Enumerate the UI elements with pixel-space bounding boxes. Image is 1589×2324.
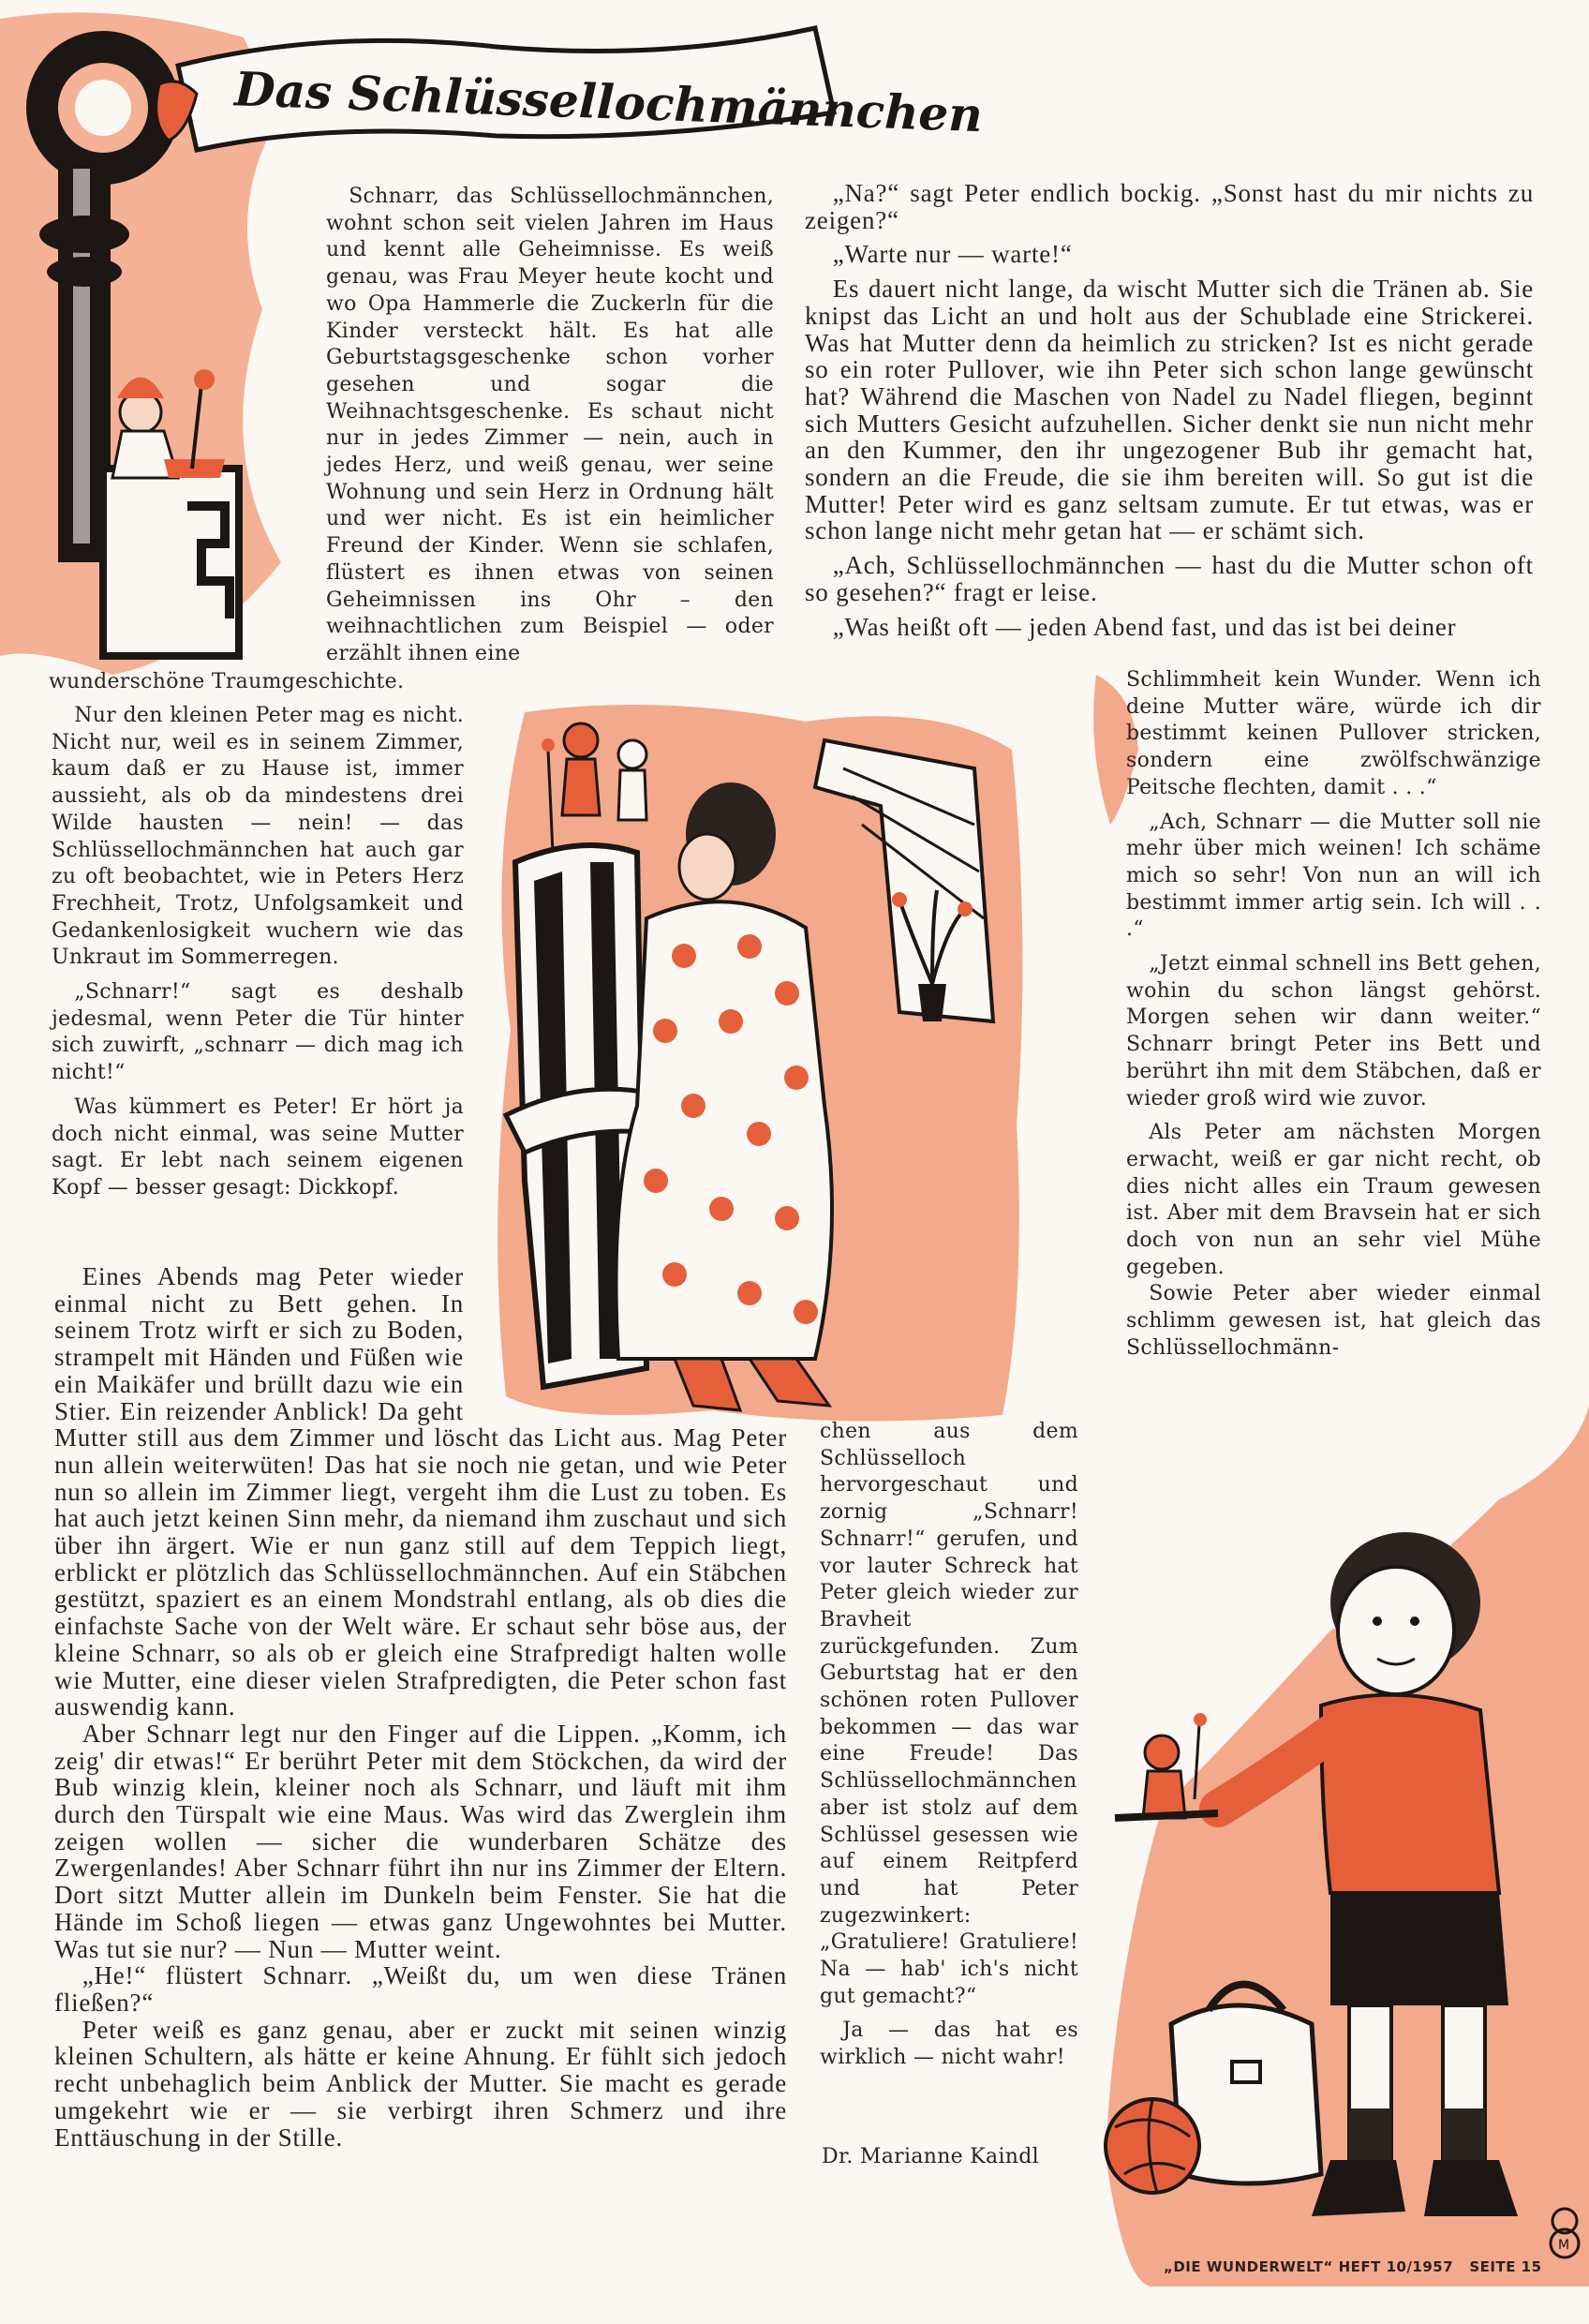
- middle-top-column: [805, 180, 1534, 640]
- window: [815, 740, 993, 1021]
- schnarr-and-peter-small: [542, 723, 646, 853]
- paragraph: Es dauert nicht lange, da wischt Mutter sich die Tränen ab. Sie knipst das Licht an und holt aus der Schublade eine Strickerei. Was hat Mutter denn da heimlich zu stricken? Ist es nicht gerade so ein roter Pullover, wie ihn Peter sich schon lange gewünscht hat? Während die Maschen von Nadel zu Nadel fliegen, beginnt sich Mutters Gesicht aufzuhellen. Sicher denkt sie nun nicht mehr an den Kummer, den ihr ungezogener Bub ihr gemacht hat, sondern an die Freude, die sie ihm bereiten will. So gut ist die Mutter! Peter wird es ganz seltsam zumute. Er tut etwas, was er schon lange nicht mehr getan hat — er schämt sich.: [805, 275, 1534, 545]
- lower-middle-column: [820, 1419, 1078, 2072]
- title: Das Schlüssellochmännchen: [233, 61, 984, 143]
- paragraph: Als Peter am nächsten Morgen erwacht, weiß er gar nicht recht, ob dies nicht alles ein Traum gewesen ist. Aber mit dem Bravsein hat er sich doch von nun an sehr viel Mühe gegeben.: [1126, 1121, 1541, 1279]
- page-footer: „DIE WUNDERWELT“ HEFT 10/1957 SEITE 15: [1164, 2258, 1542, 2275]
- paragraph: „He!“ flüstert Schnarr. „Weißt du, um wen diese Tränen fließen?“: [54, 1961, 787, 2017]
- paragraph: „Schnarr!“ sagt es deshalb jedesmal, wenn Peter die Tür hinter sich zuwirft, „schnarr — dich mag ich nicht!“: [52, 980, 464, 1085]
- paragraph: „Ach, Schnarr — die Mutter soll nie mehr über mich weinen! Ich schäme mich so sehr! Von nun an will ich bestimmt immer artig sein. Ich will . . .“: [1126, 810, 1541, 942]
- svg-text:M: M: [1558, 2238, 1570, 2253]
- right-column: [1126, 667, 1541, 1363]
- shoe-icon: [1424, 2160, 1518, 2216]
- paragraph: „Ach, Schlüssellochmännchen — hast du die Mutter schon oft so gesehen?“ fragt er leise.: [805, 551, 1534, 606]
- left-column: [52, 703, 464, 1202]
- paragraph: Was kümmert es Peter! Er hört ja doch nicht einmal, was seine Mutter sagt. Er lebt nach seinem eigenen Kopf — besser gesagt: Dickkopf.: [52, 1095, 464, 1199]
- paragraph: „Was heißt oft — jeden Abend fast, und das ist bei deiner: [832, 612, 1457, 641]
- boy-illustration: [1096, 1499, 1589, 2268]
- paragraph: „Na?“ sagt Peter endlich bockig. „Sonst hast du mir nichts zu zeigen?“: [805, 179, 1534, 234]
- ball-icon: [1106, 2099, 1199, 2193]
- paragraph: Schnarr, das Schlüssellochmännchen, wohnt schon seit vielen Jahren im Haus und kennt alle Geheimnisse. Es weiß genau, was Frau Meyer heute kocht und wo Opa Hammerle die Zuckerln für die Kinder versteckt hält. Es hat alle Geburtstagsgeschenke schon vorher gesehen und sogar die Weihnachtsgeschenke. Es schaut nicht nur in jedes Zimmer — nein, auch in jedes Herz, und weiß genau, wer seine Wohnung und sein Herz in Ordnung hält und wer nicht. Es ist ein heimlicher Freund der Kinder. Wenn sie schlafen, flüstert es ihnen etwas von seinen Geheimnissen ins Ohr – den weihnachtlichen zum Beispiel — oder erzählt ihnen eine: [326, 185, 774, 665]
- paragraph: Eines Abends mag Peter wieder einmal nicht zu Bett gehen. In seinem Trotz wirft er sich zu Boden, strampelt mit Händen und Füßen wie ein Maikäfer und brüllt dazu wie ein Stier. Ein reizender Anblick! Da geht Mutter still aus dem Zimmer und löscht das Licht aus. Mag Peter nun allein weiterwüten! Das hat sie noch nie getan, und wie Peter nun so allein im Zimmer liegt, vergeht ihm die Lust zu toben. Es hat auch jetzt keinen Sinn mehr, da niemand ihm zuschaut und sich über ihn ärgert. Wie er nun ganz still auf dem Teppich liegt, erblickt er plötzlich das Schlüssellochmännchen. Auf ein Stäbchen gestützt, spaziert es an einem Mondstrahl entlang, als ob dies die einfachste Sache von der Welt wäre. Er schaut sehr böse aus, der kleine Schnarr, so als ob er gleich eine Strafpredigt halten wolle wie Mutter, eine dieser vielen Strafpredigten, die Peter schon fast auswendig kann.: [54, 1262, 787, 1721]
- paragraph: Sowie Peter aber wieder einmal schlimm gewesen ist, hat gleich das Schlüssellochmänn-: [1126, 1282, 1541, 1360]
- paragraph: chen aus dem Schlüsselloch hervorgeschaut und zornig „Schnarr! Schnarr!“ gerufen, und vor lauter Schreck hat Peter gleich wieder zur Bravheit zurückgefunden. Zum Geburtstag hat er den schönen roten Pullover bekommen — das war eine Freude! Das Schlüssellochmännchen aber ist stolz auf dem Schlüssel gesessen wie auf einem Reitpferd und hat Peter zugezwinkert: „Gratuliere! Gratuliere! Na — hab' ich's nicht gut gemacht?“: [820, 1420, 1078, 2008]
- monogram-logo: [1551, 2209, 1579, 2257]
- author-signature: Dr. Marianne Kaindl: [822, 2145, 1039, 2168]
- shoe-icon: [1312, 2160, 1405, 2216]
- mother-figure: [616, 782, 833, 1410]
- intro-tail: [49, 669, 461, 696]
- paragraph: Peter weiß es ganz genau, aber er zuckt mit seinen winzig kleinen Schultern, als hätte er keine Ahnung. Er fühlt sich jedoch recht unbehaglich beim Anblick der Mutter. Sie macht es gerade umgekehrt wie er — sie verbirgt ihren Schmerz und ihre Enttäuschung in der Stille.: [54, 2015, 787, 2152]
- gnome-on-key-icon: [112, 369, 225, 478]
- intro-column: [326, 184, 774, 668]
- paragraph-tail: wunderschöne Traumgeschichte.: [49, 670, 405, 693]
- mother-illustration: [506, 712, 1031, 1424]
- paragraph: Ja — das hat es wirklich — nicht wahr!: [820, 2019, 1078, 2070]
- paragraph: Aber Schnarr legt nur den Finger auf die Lippen. „Komm, ich zeig' dir etwas!“ Er berührt Peter mit dem Stöckchen, da wird der Bub winzig klein, kleiner noch als Schnarr, und läuft mit ihm durch den Türspalt wie eine Maus. Was wird das Zwerglein ihm zeigen wollen — sicher die wunderbaren Schätze des Zwergenlandes! Aber Schnarr führt ihn nur ins Zimmer der Eltern. Dort sitzt Mutter allein im Dunkeln beim Fenster. Sie hat die Hände im Schoß liegen — etwas ganz Ungewohntes bei Mutter. Was tut sie nur? — Nun — Mutter weint.: [54, 1719, 787, 1963]
- paragraph: „Jetzt einmal schnell ins Bett gehen, wohin du schon längst gehörst. Morgen sehen wir dann weiter.“ Schnarr bringt Peter ins Bett und berührt ihn mit dem Stäbchen, daß er wieder groß wird wie zuvor.: [1126, 952, 1541, 1110]
- red-pullover: [1321, 1695, 1499, 1893]
- paragraph: Nur den kleinen Peter mag es nicht. Nicht nur, weil es in seinem Zimmer, kaum daß er zu Hause ist, immer aussieht, als ob da mindestens drei Wilde hausten — nein! — das Schlüssellochmännchen hat auch gar zu oft beobachtet, wie in Peters Herz Frechheit, Trotz, Unfolgsamkeit und Gedankenlosigkeit wuchern wie das Unkraut im Sommerregen.: [52, 704, 464, 970]
- paragraph: „Warte nur — warte!“: [832, 240, 1073, 269]
- paragraph: Schlimmheit kein Wunder. Wenn ich deine Mutter wäre, würde ich dir bestimmt keinen Pullover stricken, sondern eine zwölfschwänzige Peitsche flechten, damit . . .“: [1126, 668, 1541, 799]
- key-bit: [103, 469, 239, 656]
- title-banner: [141, 9, 984, 178]
